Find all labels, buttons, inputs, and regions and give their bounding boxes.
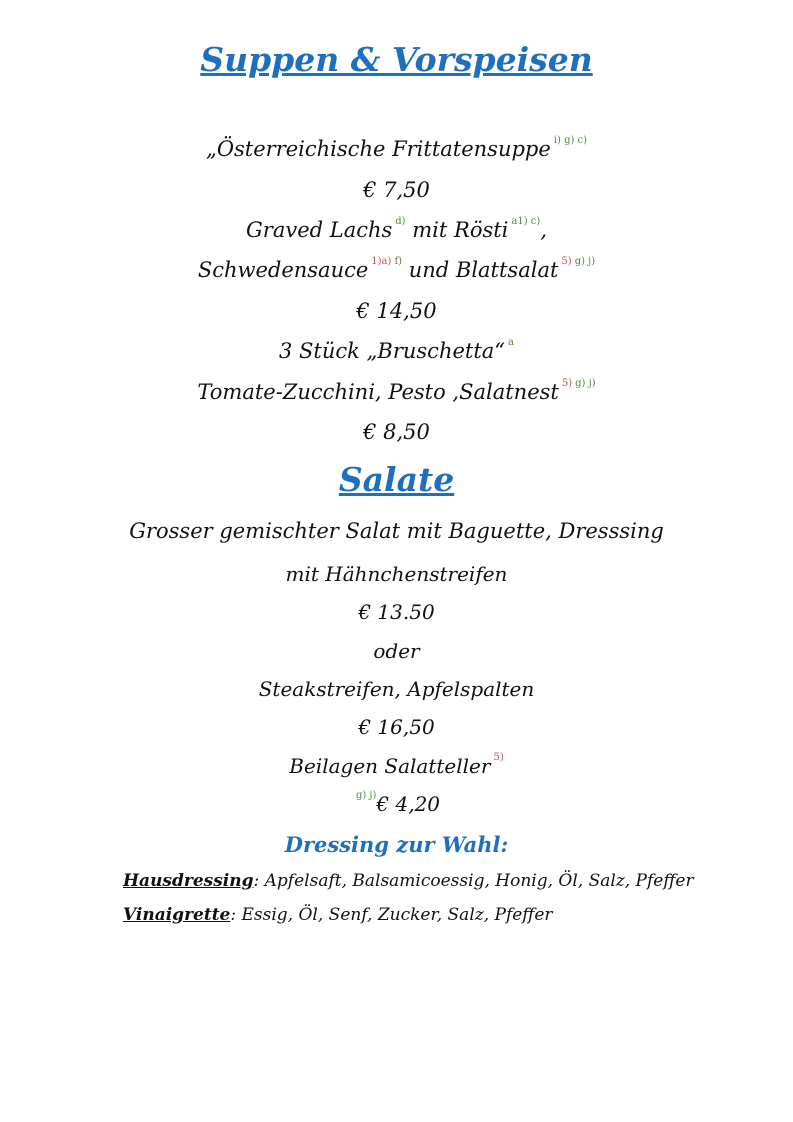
dressing-heading: Dressing zur Wahl:	[284, 832, 509, 857]
dressing-vinaigrette-label: Vinaigrette	[123, 905, 231, 925]
menu-item-frittatensuppe: „Österreichische Frittatensuppe $^{i) g) c)}$	[205, 135, 588, 161]
or-separator: oder	[373, 639, 420, 663]
dressing-vinaigrette-text: : Essig, Öl, Senf, Zucker, Salz, Pfeffer	[230, 905, 553, 925]
price-beilagen-salatteller: $^{g) j)}$€ 4,20	[355, 790, 441, 816]
menu-item-graved-lachs: Graved Lachs $^{d)}$ mit Rösti $^{a1) c)}$,	[246, 216, 547, 242]
menu-item-bruschetta: 3 Stück „Bruschetta“ $^a$	[278, 337, 515, 363]
menu-item-gemischter-salat: Grosser gemischter Salat mit Baguette, Dresssing	[129, 519, 664, 543]
dressing-vinaigrette	[123, 905, 553, 925]
price-frittatensuppe: € 7,50	[363, 178, 430, 202]
menu-item-schwedensauce: Schwedensauce $^{1)a)}$ $^{f)}$ und Blattsalat $^{5)}$ $^{g) j)}$	[197, 256, 596, 282]
menu-item-haehnchenstreifen: mit Hähnchenstreifen	[285, 562, 508, 586]
price-haehnchenstreifen: € 13.50	[358, 600, 435, 624]
dressing-house-label: Hausdressing	[123, 871, 254, 891]
price-steakstreifen: € 16,50	[358, 715, 435, 739]
salads-heading: Salate	[338, 460, 455, 499]
menu-item-steakstreifen: Steakstreifen, Apfelspalten	[258, 677, 535, 701]
menu-item-bruschetta-details: Tomate-Zucchini, Pesto ,Salatnest $^{5)}$ $^{g) j)}$	[197, 378, 596, 404]
dressing-house-text: : Apfelsaft, Balsamicoessig, Honig, Öl, Salz, Pfeffer	[253, 871, 694, 891]
menu-item-beilagen-salatteller: Beilagen Salatteller $^{5)}$	[289, 752, 504, 778]
soups-heading: Suppen & Vorspeisen	[200, 40, 593, 79]
price-bruschetta: € 8,50	[363, 420, 430, 444]
price-graved-lachs: € 14,50	[356, 299, 437, 323]
dressing-house	[123, 871, 694, 891]
